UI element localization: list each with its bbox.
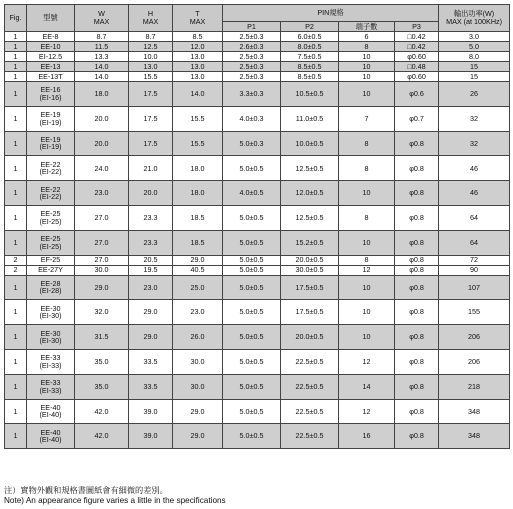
table-row <box>5 131 510 156</box>
cell-h: 17.5 <box>129 106 173 131</box>
cell-power: 15 <box>439 72 510 82</box>
cell-fig: 1 <box>5 205 27 230</box>
cell-p3: φ0.7 <box>395 106 439 131</box>
cell-p3: φ0.8 <box>395 325 439 350</box>
cell-p2: 11.0±0.5 <box>281 106 339 131</box>
footnote-en: Note) An appearance figure varies a little in the specifications <box>4 496 226 505</box>
cell-h: 19.5 <box>129 265 173 275</box>
cell-w: 11.5 <box>75 42 129 52</box>
cell-p1: 4.0±0.3 <box>223 106 281 131</box>
header-h-label: H MAX <box>142 9 159 26</box>
table-row <box>5 32 510 42</box>
cell-p2: 7.5±0.5 <box>281 52 339 62</box>
cell-w: 31.5 <box>75 325 129 350</box>
table-row <box>5 62 510 72</box>
cell-p2: 20.0±0.5 <box>281 255 339 265</box>
cell-p1: 5.0±0.5 <box>223 374 281 399</box>
footnote-zh: 注）實物外觀和規格書圖紙會有細微的差別。 <box>4 486 168 495</box>
cell-model: EE-27Y <box>27 265 75 275</box>
cell-p1: 5.0±0.5 <box>223 205 281 230</box>
cell-model: EE-33 (EI-33) <box>27 349 75 374</box>
cell-fig: 1 <box>5 82 27 107</box>
cell-t: 30.0 <box>173 349 223 374</box>
cell-p2: 15.2±0.5 <box>281 230 339 255</box>
cell-p2: 6.0±0.5 <box>281 32 339 42</box>
cell-w: 20.0 <box>75 106 129 131</box>
cell-pin-count: 12 <box>339 399 395 424</box>
cell-t: 26.0 <box>173 325 223 350</box>
cell-fig: 1 <box>5 349 27 374</box>
cell-w: 8.7 <box>75 32 129 42</box>
cell-h: 15.5 <box>129 72 173 82</box>
table-row <box>5 374 510 399</box>
cell-fig: 2 <box>5 265 27 275</box>
header-t-label: T MAX <box>189 9 206 26</box>
cell-t: 14.0 <box>173 82 223 107</box>
cell-model: EE-33 (EI-33) <box>27 374 75 399</box>
cell-model: EE-8 <box>27 32 75 42</box>
cell-p1: 3.3±0.3 <box>223 82 281 107</box>
cell-fig: 1 <box>5 300 27 325</box>
cell-pin-count: 10 <box>339 72 395 82</box>
cell-t: 13.0 <box>173 52 223 62</box>
cell-p3: φ0.8 <box>395 424 439 449</box>
table-row <box>5 265 510 275</box>
table-row <box>5 300 510 325</box>
cell-fig: 1 <box>5 181 27 206</box>
cell-pin-count: 16 <box>339 424 395 449</box>
cell-pin-count: 10 <box>339 300 395 325</box>
cell-p1: 5.0±0.5 <box>223 349 281 374</box>
cell-model: EE-22 (EI-22) <box>27 156 75 181</box>
cell-fig: 1 <box>5 62 27 72</box>
header-p2: P2 <box>281 22 339 32</box>
cell-w: 42.0 <box>75 399 129 424</box>
cell-p3: φ0.8 <box>395 399 439 424</box>
cell-p3: φ0.60 <box>395 52 439 62</box>
cell-p2: 22.5±0.5 <box>281 424 339 449</box>
cell-p2: 8.5±0.5 <box>281 72 339 82</box>
cell-h: 12.5 <box>129 42 173 52</box>
cell-p1: 2.5±0.3 <box>223 72 281 82</box>
cell-p1: 5.0±0.5 <box>223 255 281 265</box>
cell-p2: 10.0±0.5 <box>281 131 339 156</box>
cell-p3: φ0.8 <box>395 181 439 206</box>
cell-power: 206 <box>439 349 510 374</box>
cell-t: 15.5 <box>173 131 223 156</box>
cell-t: 29.0 <box>173 424 223 449</box>
header-w <box>75 5 129 32</box>
cell-power: 348 <box>439 399 510 424</box>
cell-p2: 22.5±0.5 <box>281 374 339 399</box>
table-row <box>5 275 510 300</box>
cell-h: 39.0 <box>129 424 173 449</box>
cell-p2: 17.5±0.5 <box>281 275 339 300</box>
cell-power: 8.0 <box>439 52 510 62</box>
table-row <box>5 255 510 265</box>
cell-h: 20.5 <box>129 255 173 265</box>
cell-p1: 5.0±0.5 <box>223 325 281 350</box>
cell-t: 18.5 <box>173 205 223 230</box>
cell-w: 23.0 <box>75 181 129 206</box>
cell-fig: 1 <box>5 230 27 255</box>
cell-w: 30.0 <box>75 265 129 275</box>
cell-h: 23.3 <box>129 205 173 230</box>
table-row <box>5 52 510 62</box>
table-row <box>5 349 510 374</box>
cell-t: 25.0 <box>173 275 223 300</box>
table-header <box>5 5 510 32</box>
cell-h: 23.3 <box>129 230 173 255</box>
cell-p2: 12.0±0.5 <box>281 181 339 206</box>
cell-pin-count: 10 <box>339 325 395 350</box>
cell-p3: φ0.60 <box>395 72 439 82</box>
table-row <box>5 82 510 107</box>
table-row <box>5 181 510 206</box>
cell-p2: 22.5±0.5 <box>281 349 339 374</box>
cell-w: 24.0 <box>75 156 129 181</box>
cell-t: 12.0 <box>173 42 223 52</box>
cell-p3: φ0.8 <box>395 374 439 399</box>
cell-p3: φ0.8 <box>395 131 439 156</box>
cell-h: 33.5 <box>129 374 173 399</box>
cell-pin-count: 8 <box>339 156 395 181</box>
cell-power: 348 <box>439 424 510 449</box>
cell-power: 15 <box>439 62 510 72</box>
cell-t: 15.5 <box>173 106 223 131</box>
cell-pin-count: 10 <box>339 275 395 300</box>
cell-p3: □0.42 <box>395 42 439 52</box>
cell-pin-count: 10 <box>339 82 395 107</box>
cell-t: 23.0 <box>173 300 223 325</box>
cell-fig: 1 <box>5 72 27 82</box>
cell-p3: φ0.8 <box>395 349 439 374</box>
header-power <box>439 5 510 32</box>
cell-fig: 1 <box>5 399 27 424</box>
cell-p3: □0.48 <box>395 62 439 72</box>
cell-t: 13.0 <box>173 72 223 82</box>
cell-fig: 1 <box>5 374 27 399</box>
cell-p2: 12.5±0.5 <box>281 205 339 230</box>
cell-h: 17.5 <box>129 131 173 156</box>
cell-w: 35.0 <box>75 374 129 399</box>
table-row <box>5 325 510 350</box>
cell-p1: 5.0±0.5 <box>223 275 281 300</box>
transformer-spec-table <box>4 4 510 449</box>
cell-fig: 2 <box>5 255 27 265</box>
cell-pin-count: 8 <box>339 205 395 230</box>
cell-t: 29.0 <box>173 255 223 265</box>
table-row <box>5 156 510 181</box>
cell-model: EE-40 (EI-40) <box>27 424 75 449</box>
table-body <box>5 32 510 449</box>
cell-p3: φ0.8 <box>395 255 439 265</box>
table-row <box>5 399 510 424</box>
cell-p3: φ0.8 <box>395 205 439 230</box>
cell-h: 20.0 <box>129 181 173 206</box>
cell-power: 107 <box>439 275 510 300</box>
cell-power: 32 <box>439 131 510 156</box>
cell-p1: 2.5±0.3 <box>223 62 281 72</box>
cell-fig: 1 <box>5 52 27 62</box>
cell-p2: 10.5±0.5 <box>281 82 339 107</box>
table-row <box>5 230 510 255</box>
footnote <box>4 486 226 506</box>
cell-t: 29.0 <box>173 399 223 424</box>
cell-fig: 1 <box>5 32 27 42</box>
cell-w: 14.0 <box>75 72 129 82</box>
cell-power: 46 <box>439 181 510 206</box>
header-p3: P3 <box>395 22 439 32</box>
cell-model: EE-25 (EI-25) <box>27 230 75 255</box>
cell-pin-count: 10 <box>339 181 395 206</box>
table-row <box>5 106 510 131</box>
cell-pin-count: 8 <box>339 42 395 52</box>
cell-power: 155 <box>439 300 510 325</box>
cell-p3: φ0.8 <box>395 156 439 181</box>
cell-pin-count: 7 <box>339 106 395 131</box>
header-w-label: W MAX <box>93 9 110 26</box>
header-p1: P1 <box>223 22 281 32</box>
cell-fig: 1 <box>5 424 27 449</box>
header-model: 型號 <box>27 5 75 32</box>
cell-fig: 1 <box>5 106 27 131</box>
cell-p1: 5.0±0.5 <box>223 424 281 449</box>
cell-p1: 2.6±0.3 <box>223 42 281 52</box>
cell-power: 90 <box>439 265 510 275</box>
cell-p2: 8.0±0.5 <box>281 42 339 52</box>
cell-power: 46 <box>439 156 510 181</box>
cell-pin-count: 10 <box>339 62 395 72</box>
cell-p3: φ0.8 <box>395 300 439 325</box>
cell-pin-count: 10 <box>339 52 395 62</box>
cell-w: 42.0 <box>75 424 129 449</box>
cell-t: 30.0 <box>173 374 223 399</box>
cell-p2: 20.0±0.5 <box>281 325 339 350</box>
cell-fig: 1 <box>5 275 27 300</box>
cell-pin-count: 10 <box>339 230 395 255</box>
header-t <box>173 5 223 32</box>
table-row <box>5 424 510 449</box>
cell-power: 206 <box>439 325 510 350</box>
cell-power: 64 <box>439 205 510 230</box>
cell-p1: 5.0±0.5 <box>223 156 281 181</box>
cell-h: 13.0 <box>129 62 173 72</box>
cell-fig: 1 <box>5 42 27 52</box>
cell-pin-count: 12 <box>339 265 395 275</box>
cell-w: 27.0 <box>75 255 129 265</box>
cell-model: EE-25 (EI-25) <box>27 205 75 230</box>
cell-p1: 5.0±0.5 <box>223 300 281 325</box>
cell-p2: 17.5±0.5 <box>281 300 339 325</box>
cell-p1: 5.0±0.5 <box>223 265 281 275</box>
header-power-label: 輸出功率(W) MAX (at 100KHz) <box>446 9 502 26</box>
cell-pin-count: 8 <box>339 131 395 156</box>
cell-h: 29.0 <box>129 325 173 350</box>
cell-w: 32.0 <box>75 300 129 325</box>
cell-fig: 1 <box>5 325 27 350</box>
cell-power: 26 <box>439 82 510 107</box>
cell-p3: φ0.8 <box>395 275 439 300</box>
cell-fig: 1 <box>5 131 27 156</box>
cell-pin-count: 12 <box>339 349 395 374</box>
cell-h: 21.0 <box>129 156 173 181</box>
cell-t: 18.5 <box>173 230 223 255</box>
table-row <box>5 205 510 230</box>
cell-w: 29.0 <box>75 275 129 300</box>
cell-model: EE-13T <box>27 72 75 82</box>
cell-p3: □0.42 <box>395 32 439 42</box>
cell-p2: 12.5±0.5 <box>281 156 339 181</box>
cell-t: 13.0 <box>173 62 223 72</box>
cell-model: EI-12.5 <box>27 52 75 62</box>
cell-power: 3.0 <box>439 32 510 42</box>
cell-p2: 30.0±0.5 <box>281 265 339 275</box>
cell-p1: 5.0±0.5 <box>223 230 281 255</box>
cell-model: EE-13 <box>27 62 75 72</box>
cell-model: EE-19 (EI-19) <box>27 106 75 131</box>
header-fig: Fig. <box>5 5 27 32</box>
cell-w: 20.0 <box>75 131 129 156</box>
cell-t: 40.5 <box>173 265 223 275</box>
cell-pin-count: 6 <box>339 32 395 42</box>
cell-p1: 5.0±0.5 <box>223 399 281 424</box>
cell-t: 18.0 <box>173 181 223 206</box>
cell-model: EF-25 <box>27 255 75 265</box>
cell-power: 32 <box>439 106 510 131</box>
header-h <box>129 5 173 32</box>
cell-w: 14.0 <box>75 62 129 72</box>
cell-model: EE-22 (EI-22) <box>27 181 75 206</box>
cell-pin-count: 14 <box>339 374 395 399</box>
cell-p3: φ0.8 <box>395 230 439 255</box>
cell-model: EE-28 (EI-28) <box>27 275 75 300</box>
table-row <box>5 72 510 82</box>
cell-h: 17.5 <box>129 82 173 107</box>
cell-w: 18.0 <box>75 82 129 107</box>
cell-p1: 2.5±0.3 <box>223 32 281 42</box>
cell-p3: φ0.8 <box>395 265 439 275</box>
cell-h: 10.0 <box>129 52 173 62</box>
header-pin-count: 端子數 <box>339 22 395 32</box>
cell-pin-count: 8 <box>339 255 395 265</box>
cell-p2: 8.5±0.5 <box>281 62 339 72</box>
cell-power: 218 <box>439 374 510 399</box>
cell-w: 27.0 <box>75 205 129 230</box>
cell-w: 35.0 <box>75 349 129 374</box>
cell-w: 27.0 <box>75 230 129 255</box>
cell-h: 8.7 <box>129 32 173 42</box>
cell-power: 64 <box>439 230 510 255</box>
header-pin-group: PIN規格 <box>223 5 439 22</box>
cell-model: EE-16 (EI-16) <box>27 82 75 107</box>
cell-p3: φ0.6 <box>395 82 439 107</box>
cell-power: 72 <box>439 255 510 265</box>
cell-h: 23.0 <box>129 275 173 300</box>
cell-model: EE-40 (EI-40) <box>27 399 75 424</box>
cell-h: 33.5 <box>129 349 173 374</box>
cell-fig: 1 <box>5 156 27 181</box>
cell-w: 13.3 <box>75 52 129 62</box>
cell-h: 39.0 <box>129 399 173 424</box>
cell-p1: 2.5±0.3 <box>223 52 281 62</box>
cell-h: 29.0 <box>129 300 173 325</box>
cell-p2: 22.5±0.5 <box>281 399 339 424</box>
cell-model: EE-30 (EI-30) <box>27 325 75 350</box>
cell-power: 5.0 <box>439 42 510 52</box>
cell-model: EE-10 <box>27 42 75 52</box>
cell-model: EE-30 (EI-30) <box>27 300 75 325</box>
cell-t: 18.0 <box>173 156 223 181</box>
spec-table-container <box>4 4 509 449</box>
cell-p1: 5.0±0.3 <box>223 131 281 156</box>
table-row <box>5 42 510 52</box>
cell-t: 8.5 <box>173 32 223 42</box>
cell-p1: 4.0±0.5 <box>223 181 281 206</box>
cell-model: EE-19 (EI-19) <box>27 131 75 156</box>
